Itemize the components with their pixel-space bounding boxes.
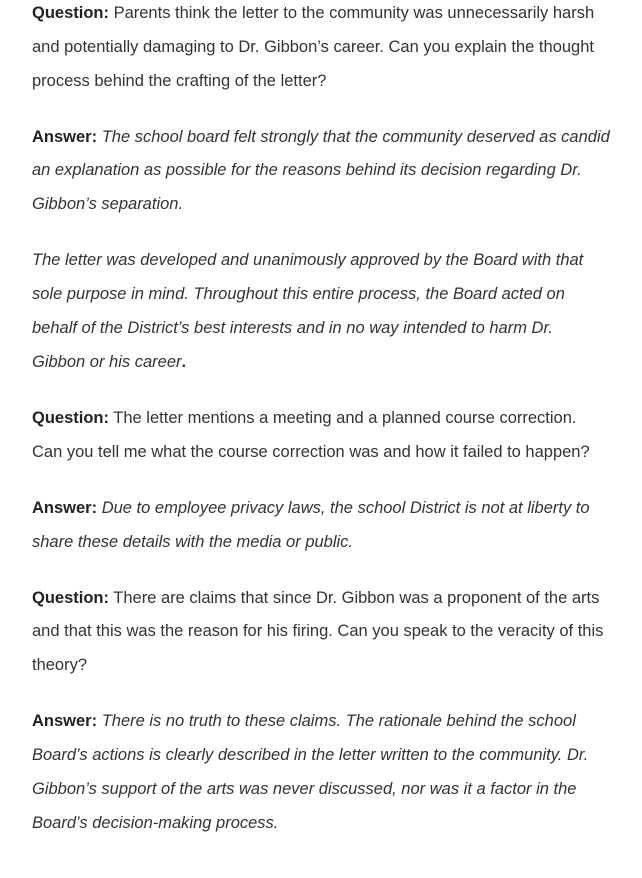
- answer-paragraph: [32, 705, 610, 840]
- answer-period: .: [181, 352, 187, 371]
- question-paragraph: [32, 582, 610, 683]
- answer-text: There is no truth to these claims. The rationale behind the school Board’s actions is clearly described in the letter written to the community. Dr. Gibbon’s support of the arts was never discussed, nor was it a factor in the Board’s decision-making process.: [32, 712, 589, 832]
- answer-text: Due to employee privacy laws, the school District is not at liberty to share these details with the media or public.: [32, 498, 590, 551]
- answer-text: The letter was developed and unanimously approved by the Board with that sole purpose in mind. Throughout this entire process, the Board acted on behalf of the District’s best interests and in no way intended to harm Dr. Gibbon or his career: [32, 251, 584, 371]
- question-text: The letter mentions a meeting and a planned course correction. Can you tell me what the course correction was and how it failed to happen?: [32, 408, 590, 461]
- question-text: There are claims that since Dr. Gibbon was a proponent of the arts and that this was the reason for his firing. Can you speak to the veracity of this theory?: [32, 588, 604, 675]
- question-paragraph: [32, 402, 610, 470]
- answer-label: Answer:: [32, 127, 98, 146]
- question-label: Question:: [32, 588, 109, 607]
- question-label: Question:: [32, 4, 109, 22]
- answer-paragraph: [32, 492, 610, 560]
- question-text: Parents think the letter to the community was unnecessarily harsh and potentially damaging to Dr. Gibbon’s career. Can you explain the thought process behind the crafting of the letter?: [32, 4, 595, 90]
- answer-paragraph: [32, 121, 610, 222]
- question-label: Question:: [32, 408, 109, 427]
- answer-label: Answer:: [32, 712, 98, 731]
- answer-text: The school board felt strongly that the community deserved as candid an explanation as possible for the reasons behind its decision regarding Dr. Gibbon’s separation.: [32, 127, 610, 214]
- answer-label: Answer:: [32, 498, 98, 517]
- question-paragraph: [32, 0, 610, 98]
- answer-continuation-paragraph: [32, 244, 610, 379]
- interview-article: [32, 0, 610, 863]
